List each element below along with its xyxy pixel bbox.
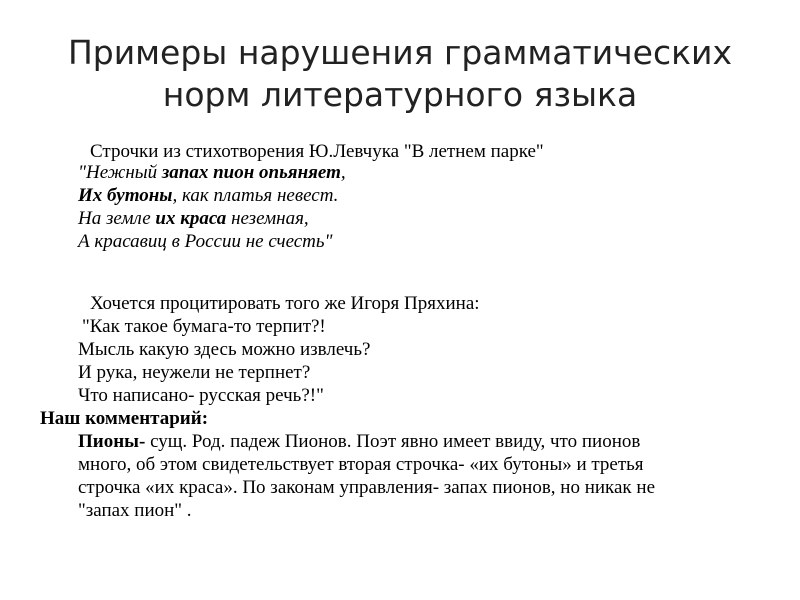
comment-line-1-rest: сущ. Род. падеж Пионов. Поэт явно имеет ввиду, что пионов [145, 431, 641, 452]
poem2-intro: Хочется процитировать того же Игоря Пряхина: [90, 293, 480, 314]
poem2-line-3: И рука, неужели не терпнет? [78, 362, 311, 383]
poem1-line-1-c: , [340, 162, 346, 183]
poem1-line-4: А красавиц в России не счесть" [78, 231, 333, 252]
title-line-2: норм литературного языка [162, 75, 638, 114]
poem1-line-1 [78, 161, 346, 184]
comment-line-2: много, об этом свидетельствует вторая строчка- «их бутоны» и третья [78, 454, 644, 475]
comment-line-1 [78, 430, 640, 453]
comment-heading: Наш комментарий: [40, 408, 209, 429]
poem1-line-1-emph: запах пион опьяняет [161, 162, 341, 183]
poem1-line-2-emph: Их бутоны [78, 185, 173, 206]
slide-title [40, 32, 760, 116]
poem1-intro: Строчки из стихотворения Ю.Левчука "В летнем парке" [90, 141, 544, 162]
comment-line-3: строчка «их краса». По законам управления- запах пионов, но никак не [78, 477, 656, 498]
poem1-line-3-c: неземная, [226, 208, 309, 229]
poem1-line-1-a: "Нежный [78, 162, 162, 183]
poem1-line-3 [78, 207, 309, 230]
poem2-line-2: Мысль какую здесь можно извлечь? [78, 339, 371, 360]
title-line-1: Примеры нарушения грамматических [67, 33, 733, 72]
poem2-line-1: "Как такое бумага-то терпит?! [82, 316, 326, 337]
poem2-line-4: Что написано- русская речь?!" [78, 385, 324, 406]
poem1-line-2 [78, 184, 338, 207]
poem1-line-2-b: , как платья невест. [172, 185, 339, 206]
comment-line-4: "запах пион" . [78, 500, 192, 521]
comment-term: Пионы- [78, 431, 146, 452]
poem1-line-3-a: На земле [78, 208, 156, 229]
poem1-line-3-emph: их краса [155, 208, 227, 229]
